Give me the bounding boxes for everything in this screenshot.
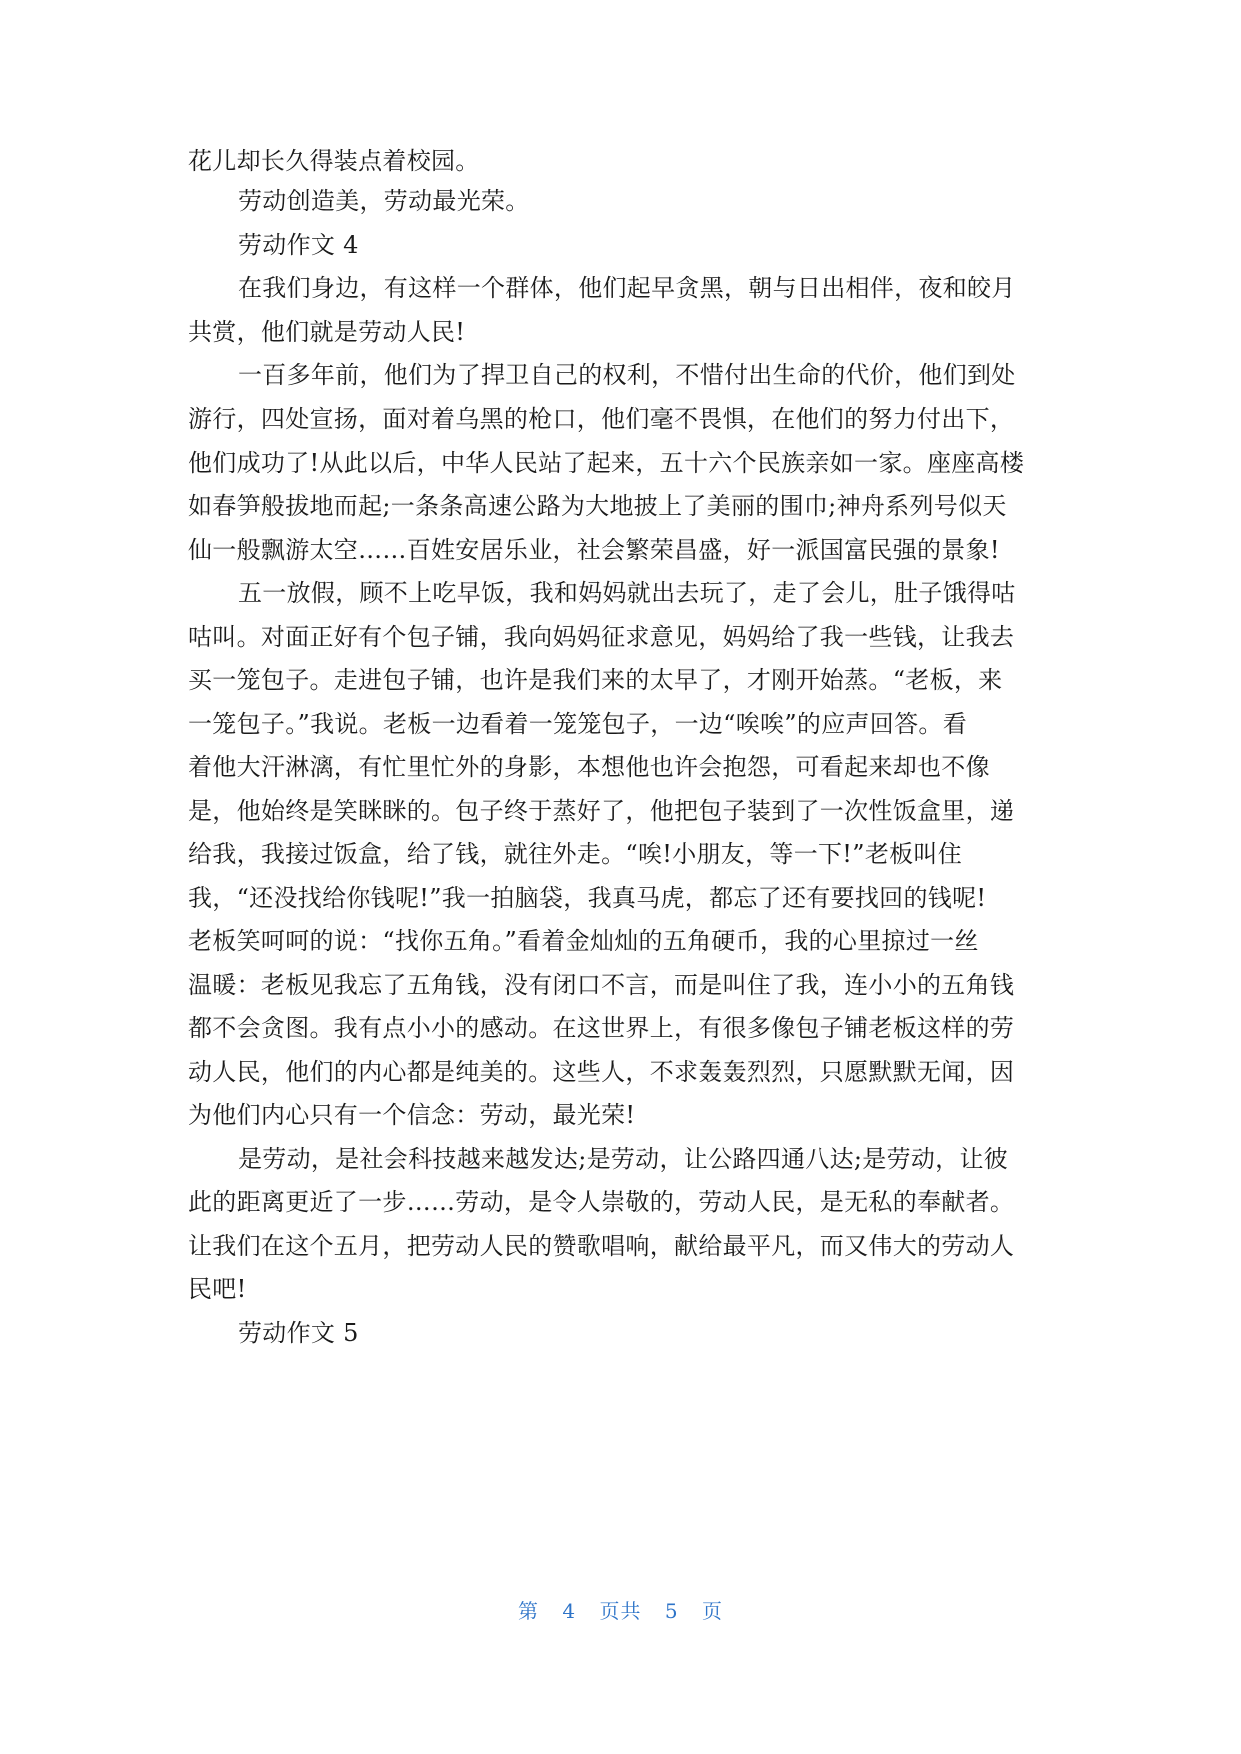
text-line: 如春笋般拔地而起;一条条高速公路为大地披上了美丽的围巾;神舟系列号似天	[188, 492, 1007, 520]
text-line: 买一笼包子。走进包子铺，也许是我们来的太早了，才刚开始蒸。“老板，来	[188, 666, 1003, 694]
text-line: 老板笑呵呵的说：“找你五角。”看着金灿灿的五角硬币，我的心里掠过一丝	[188, 927, 979, 955]
text-line: 此的距离更近了一步……劳动，是令人崇敬的，劳动人民，是无私的奉献者。	[188, 1188, 1015, 1216]
section-heading: 劳动作文 5	[238, 1319, 359, 1347]
footer-current-page: 4	[562, 1599, 577, 1623]
section-heading: 劳动作文 4	[238, 231, 359, 259]
footer-suffix: 页	[701, 1599, 723, 1623]
text-line: 仙一般飘游太空……百姓安居乐业，社会繁荣昌盛，好一派国富民强的景象!	[188, 536, 1000, 564]
text-line: 是，他始终是笑眯眯的。包子终于蒸好了，他把包子装到了一次性饭盒里，递	[188, 797, 1015, 825]
text-line: 民吧!	[188, 1275, 247, 1303]
footer-prefix: 第	[518, 1599, 540, 1623]
text-line: 温暖：老板见我忘了五角钱，没有闭口不言，而是叫住了我，连小小的五角钱	[188, 971, 1015, 999]
text-line: 五一放假，顾不上吃早饭，我和妈妈就出去玩了，走了会儿，肚子饿得咕	[238, 579, 1016, 607]
footer-mid: 页共	[599, 1599, 642, 1623]
text-line: 着他大汗淋漓，有忙里忙外的身影，本想他也许会抱怨，可看起来却也不像	[188, 753, 990, 781]
text-line: 共赏，他们就是劳动人民!	[188, 318, 466, 346]
text-line: 一笼包子。”我说。老板一边看着一笼笼包子，一边“唉唉”的应声回答。看	[188, 710, 968, 738]
text-line: 咕叫。对面正好有个包子铺，我向妈妈征求意见，妈妈给了我一些钱，让我去	[188, 623, 1015, 651]
text-line: 为他们内心只有一个信念：劳动，最光荣!	[188, 1101, 636, 1129]
text-line: 游行，四处宣扬，面对着乌黑的枪口，他们毫不畏惧，在他们的努力付出下，	[188, 405, 1015, 433]
text-line: 让我们在这个五月，把劳动人民的赞歌唱响，献给最平凡，而又伟大的劳动人	[188, 1232, 1015, 1260]
text-line: 给我，我接过饭盒，给了钱，就往外走。“唉!小朋友，等一下!”老板叫住	[188, 840, 963, 868]
text-line: 动人民，他们的内心都是纯美的。这些人，不求轰轰烈烈，只愿默默无闻，因	[188, 1058, 1015, 1086]
text-line: 我，“还没找给你钱呢!”我一拍脑袋，我真马虎，都忘了还有要找回的钱呢!	[188, 884, 987, 912]
text-line: 是劳动，是社会科技越来越发达;是劳动，让公路四通八达;是劳动，让彼	[238, 1145, 1009, 1173]
page-footer	[0, 1595, 1241, 1624]
text-line: 花儿却长久得装点着校园。	[188, 147, 480, 175]
footer-total-pages: 5	[664, 1599, 679, 1623]
text-line: 都不会贪图。我有点小小的感动。在这世界上，有很多像包子铺老板这样的劳	[188, 1014, 1015, 1042]
text-line: 在我们身边，有这样一个群体，他们起早贪黑，朝与日出相伴，夜和皎月	[238, 274, 1016, 302]
text-line: 劳动创造美，劳动最光荣。	[238, 187, 530, 215]
text-line: 一百多年前，他们为了捍卫自己的权利，不惜付出生命的代价，他们到处	[238, 361, 1016, 389]
text-line: 他们成功了!从此以后，中华人民站了起来，五十六个民族亲如一家。座座高楼	[188, 449, 1025, 477]
